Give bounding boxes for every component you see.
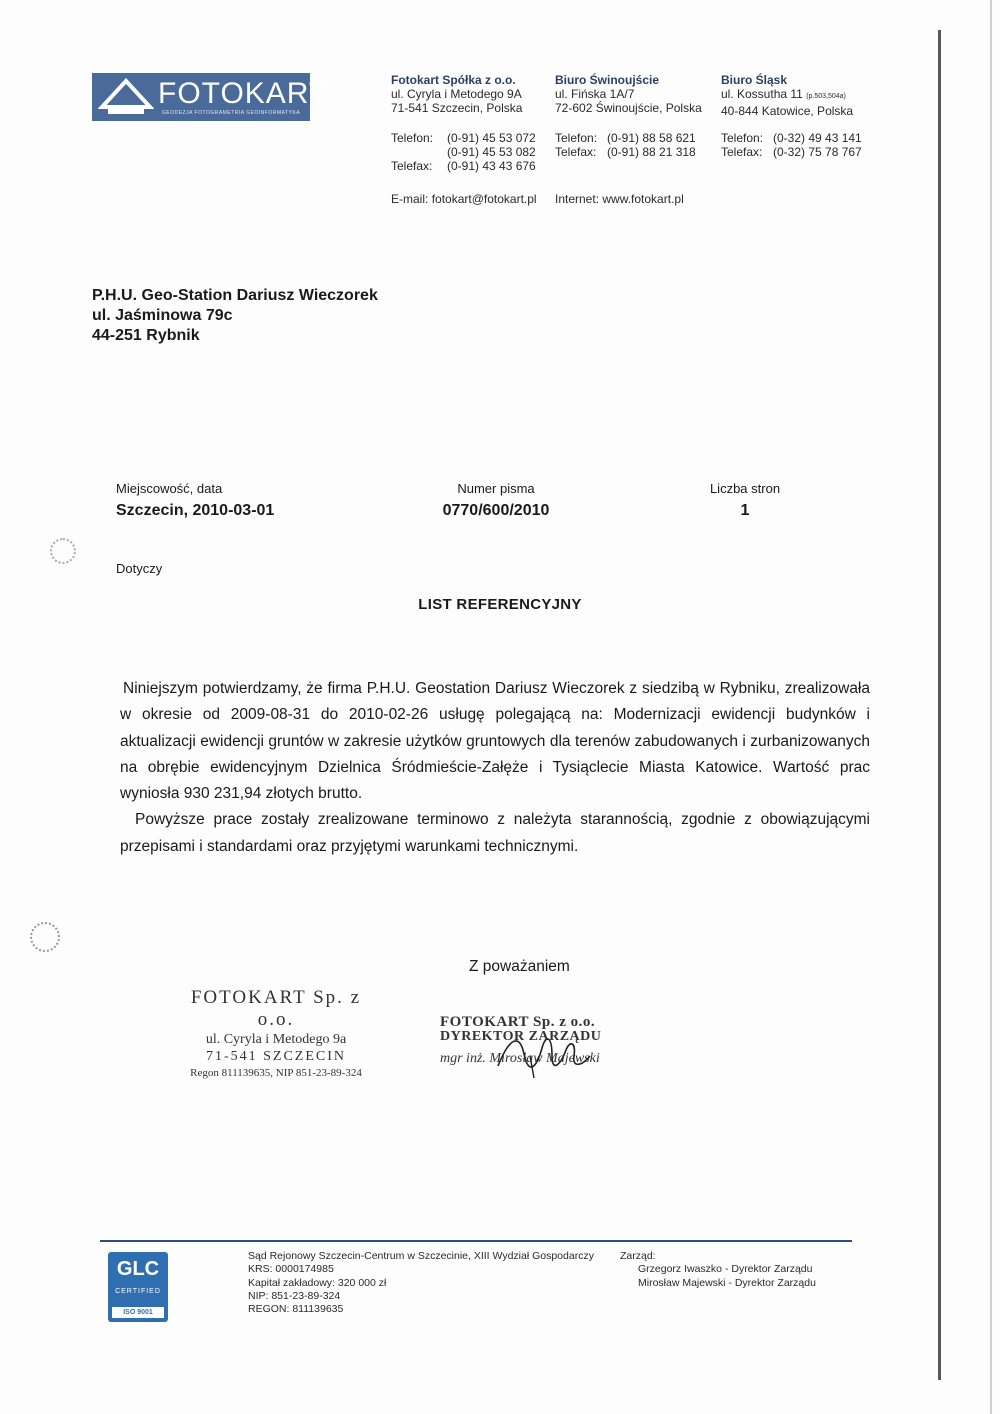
swinoujscie-phone-label: Telefon: <box>555 131 598 145</box>
slask-contacts <box>721 131 862 159</box>
slask-address <box>721 73 853 118</box>
swinoujscie-fax-label: Telefax: <box>555 145 597 159</box>
footer-court: Sąd Rejonowy Szczecin-Centrum w Szczecinie, XIII Wydział Gospodarczy <box>248 1250 594 1262</box>
badge-mid: CERTIFIED <box>115 1288 161 1295</box>
slask-city: 40-844 Katowice, Polska <box>721 104 854 118</box>
footer-board-member-1: Grzegorz Iwaszko - Dyrektor Zarządu <box>638 1263 813 1276</box>
footer-krs: KRS: 0000174985 <box>248 1263 334 1276</box>
page-count <box>690 481 800 520</box>
internet <box>555 192 684 206</box>
hq-company: Fotokart Spółka z o.o. <box>391 73 516 87</box>
place-date-label: Miejscowość, data <box>116 481 223 496</box>
company-logo <box>92 73 329 121</box>
hole-punch-mark <box>30 922 60 952</box>
hq-city: 71-541 Szczecin, Polska <box>391 101 523 115</box>
hq-email-value[interactable]: fotokart@fotokart.pl <box>431 192 537 206</box>
internet-label: Internet: <box>555 192 600 206</box>
scan-edge-right <box>990 0 992 1414</box>
recipient-address <box>92 286 378 346</box>
closing: Z poważaniem <box>469 958 570 975</box>
footer-regon: REGON: 811139635 <box>248 1303 344 1316</box>
hq-address <box>391 73 522 115</box>
company-stamp-ids: Regon 811139635, NIP 851-23-89-324 <box>190 1067 362 1079</box>
subject-label: Dotyczy <box>116 561 163 576</box>
letter-number-value: 0770/600/2010 <box>442 502 550 519</box>
slask-phone: (0-32) 49 43 141 <box>773 131 862 145</box>
handwritten-signature <box>490 1026 600 1086</box>
hq-phone1: (0-91) 45 53 072 <box>447 131 536 145</box>
iso-certificate-badge <box>108 1252 168 1322</box>
letter-number-label: Numer pisma <box>457 481 535 496</box>
house-icon <box>98 77 154 119</box>
logo-tagline: GEODEZJA FOTOGRAMETRIA GEOINFORMATYKA <box>162 110 301 116</box>
company-stamp-city: 71-541 SZCZECIN <box>205 1049 347 1064</box>
body-paragraph-1: Niniejszym potwierdzamy, że firma P.H.U. Geostation Dariusz Wieczorek z siedzibą w Rybniku, zrealizowała w okresie od 2009-08-31 do 2010-02-26 usługę polegającą na: Modernizacji ewidencji budynków i aktualizacji ewidencji gruntów w zakresie użytków gruntowych dla terenów zabudowanych i zurbanizowanych na obrębie ewidencyjnym Dzielnica Śródmieście-Załęże i Tysiąclecie Miasta Katowice. Wartość prac wyniosła 930 231,94 złotych brutto. <box>120 680 870 803</box>
footer-board-label: Zarząd: <box>620 1250 656 1262</box>
recipient-city: 44-251 Rybnik <box>92 327 200 344</box>
board-info <box>620 1250 816 1290</box>
badge-bottom: ISO 9001 <box>112 1307 164 1318</box>
registration-info <box>248 1250 594 1316</box>
hq-contacts <box>391 131 536 173</box>
scan-edge <box>938 30 941 1380</box>
footer-board-member-2: Mirosław Majewski - Dyrektor Zarządu <box>638 1276 816 1289</box>
company-stamp <box>172 987 380 1081</box>
hq-fax: (0-91) 43 43 676 <box>447 159 536 173</box>
swinoujscie-contacts <box>555 131 696 159</box>
hq-street: ul. Cyryla i Metodego 9A <box>391 87 522 101</box>
slask-street-note: (p.503,504a) <box>806 93 846 100</box>
place-date <box>116 481 274 520</box>
director-stamp-company: FOTOKART Sp. z o.o. <box>440 1014 596 1030</box>
swinoujscie-phone: (0-91) 88 58 621 <box>607 131 696 145</box>
recipient-street: ul. Jaśminowa 79c <box>92 307 233 324</box>
hq-phone-label: Telefon: <box>391 131 434 145</box>
internet-value[interactable]: www.fotokart.pl <box>602 192 684 206</box>
swinoujscie-fax: (0-91) 88 21 318 <box>607 145 696 159</box>
company-stamp-street: ul. Cyryla i Metodego 9a <box>205 1032 347 1047</box>
footer-capital: Kapitał zakładowy: 320 000 zł <box>248 1276 387 1289</box>
swinoujscie-street: ul. Fińska 1A/7 <box>555 87 635 101</box>
letter-number <box>416 481 576 520</box>
place-date-value: Szczecin, 2010-03-01 <box>116 502 275 519</box>
letter-body <box>120 676 870 860</box>
page-count-label: Liczba stron <box>709 481 781 496</box>
director-stamp-title: DYREKTOR ZARZĄDU <box>440 1029 602 1044</box>
badge-top: GLC <box>116 1258 160 1280</box>
swinoujscie-city: 72-602 Świnoujście, Polska <box>555 101 702 115</box>
swinoujscie-name: Biuro Świnoujście <box>555 73 660 87</box>
letter-title: LIST REFERENCYJNY <box>418 596 582 613</box>
slask-fax-label: Telefax: <box>721 145 763 159</box>
hq-fax-label: Telefax: <box>391 159 433 173</box>
company-stamp-name: FOTOKART Sp. z o.o. <box>190 987 362 1030</box>
slask-name: Biuro Śląsk <box>721 73 788 87</box>
footer-divider <box>100 1240 852 1242</box>
page-count-value: 1 <box>740 502 750 519</box>
slask-street: ul. Kossutha 11 <box>721 87 803 101</box>
hq-phone2: (0-91) 45 53 082 <box>447 145 536 159</box>
body-paragraph-2: Powyższe prace zostały zrealizowane terminowo z należyta starannością, zgodnie z obowiązującymi przepisami i standardami oraz przyjętymi warunkami technicznymi. <box>120 811 870 855</box>
hole-punch-mark <box>50 538 76 564</box>
slask-fax: (0-32) 75 78 767 <box>773 145 862 159</box>
swinoujscie-address <box>555 73 702 115</box>
footer-nip: NIP: 851-23-89-324 <box>248 1289 341 1302</box>
hq-email-label: E-mail: <box>391 192 429 206</box>
recipient-name: P.H.U. Geo-Station Dariusz Wieczorek <box>92 287 378 304</box>
slask-phone-label: Telefon: <box>721 131 764 145</box>
logo-name: FOTOKART <box>158 77 329 110</box>
hq-email <box>391 192 537 206</box>
director-stamp-name: mgr inż. Mirosław Majewski <box>440 1051 600 1066</box>
